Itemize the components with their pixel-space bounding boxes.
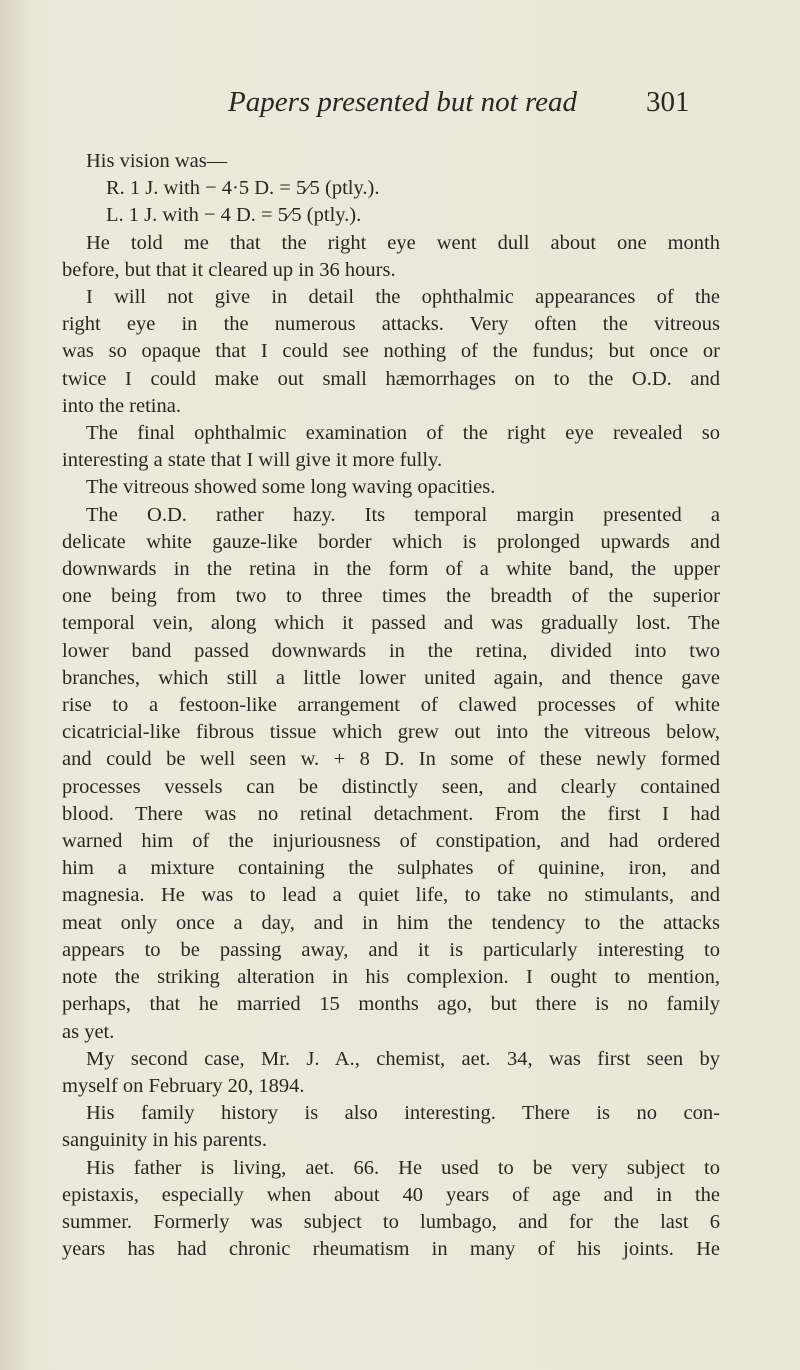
page-header xyxy=(0,86,800,126)
text-line: appears to be passing away, and it is particularly interesting to xyxy=(62,938,720,961)
text-line: delicate white gauze-like border which is prolonged upwards and xyxy=(62,530,720,553)
text-line: downwards in the retina in the form of a white band, the upper xyxy=(62,558,720,581)
text-line: years has had chronic rheumatism in many of his joints. He xyxy=(62,1238,720,1261)
text-line: I will not give in detail the ophthalmic appearances of the xyxy=(86,286,720,309)
text-line: before, but that it cleared up in 36 hours. xyxy=(62,258,396,281)
text-line: The final ophthalmic examination of the right eye revealed so xyxy=(86,422,720,445)
text-line: His father is living, aet. 66. He used to be very subject to xyxy=(86,1156,720,1179)
text-line: perhaps, that he married 15 months ago, but there is no family xyxy=(62,993,720,1016)
text-line: epistaxis, especially when about 40 years of age and in the xyxy=(62,1183,720,1206)
text-line: summer. Formerly was subject to lumbago, and for the last 6 xyxy=(62,1210,720,1233)
running-title: Papers presented but not read xyxy=(228,86,578,118)
text-line: blood. There was no retinal detachment. From the first I had xyxy=(62,802,720,825)
text-line: magnesia. He was to lead a quiet life, to take no stimulants, and xyxy=(62,884,720,907)
text-line: sanguinity in his parents. xyxy=(62,1129,267,1152)
text-line: meat only once a day, and in him the tendency to the attacks xyxy=(62,911,720,934)
text-line: twice I could make out small hæmorrhages on to the O.D. and xyxy=(62,367,720,390)
text-line: rise to a festoon-like arrangement of clawed processes of white xyxy=(62,694,720,717)
text-line: interesting a state that I will give it more fully. xyxy=(62,449,443,472)
text-line: was so opaque that I could see nothing of the fundus; but once or xyxy=(62,340,720,363)
text-line: temporal vein, along which it passed and was gradually lost. The xyxy=(62,612,720,635)
text-line: My second case, Mr. J. A., chemist, aet. 34, was first seen by xyxy=(86,1047,720,1070)
text-line: myself on February 20, 1894. xyxy=(62,1074,305,1097)
body-text xyxy=(62,148,720,1263)
text-line: one being from two to three times the breadth of the superior xyxy=(62,585,720,608)
text-line: The vitreous showed some long waving opacities. xyxy=(86,476,496,499)
text-line: His vision was— xyxy=(86,150,228,172)
page-number: 301 xyxy=(646,86,690,118)
text-line: into the retina. xyxy=(62,394,181,417)
text-line: lower band passed downwards in the retina, divided into two xyxy=(62,639,720,662)
text-line: as yet. xyxy=(62,1020,115,1043)
text-line: He told me that the right eye went dull about one month xyxy=(86,231,720,254)
text-line: His family history is also interesting. There is no con- xyxy=(86,1102,720,1125)
text-line: him a mixture containing the sulphates of quinine, iron, and xyxy=(62,857,720,880)
text-line: note the striking alteration in his complexion. I ought to mention, xyxy=(62,966,720,989)
text-line: right eye in the numerous attacks. Very often the vitreous xyxy=(62,313,720,336)
text-line: branches, which still a little lower united again, and thence gave xyxy=(62,666,720,689)
vision-right-eye: R. 1 J. with − 4·5 D. = 5⁄5 (ptly.). xyxy=(106,177,380,200)
text-line: warned him of the injuriousness of constipation, and had ordered xyxy=(62,830,720,853)
text-line: processes vessels can be distinctly seen, and clearly contained xyxy=(62,775,720,798)
text-line: cicatricial-like fibrous tissue which grew out into the vitreous below, xyxy=(62,721,720,744)
text-line: and could be well seen w. + 8 D. In some of these newly formed xyxy=(62,748,720,771)
text-line: The O.D. rather hazy. Its temporal margin presented a xyxy=(86,503,720,526)
vision-left-eye: L. 1 J. with − 4 D. = 5⁄5 (ptly.). xyxy=(106,204,362,227)
